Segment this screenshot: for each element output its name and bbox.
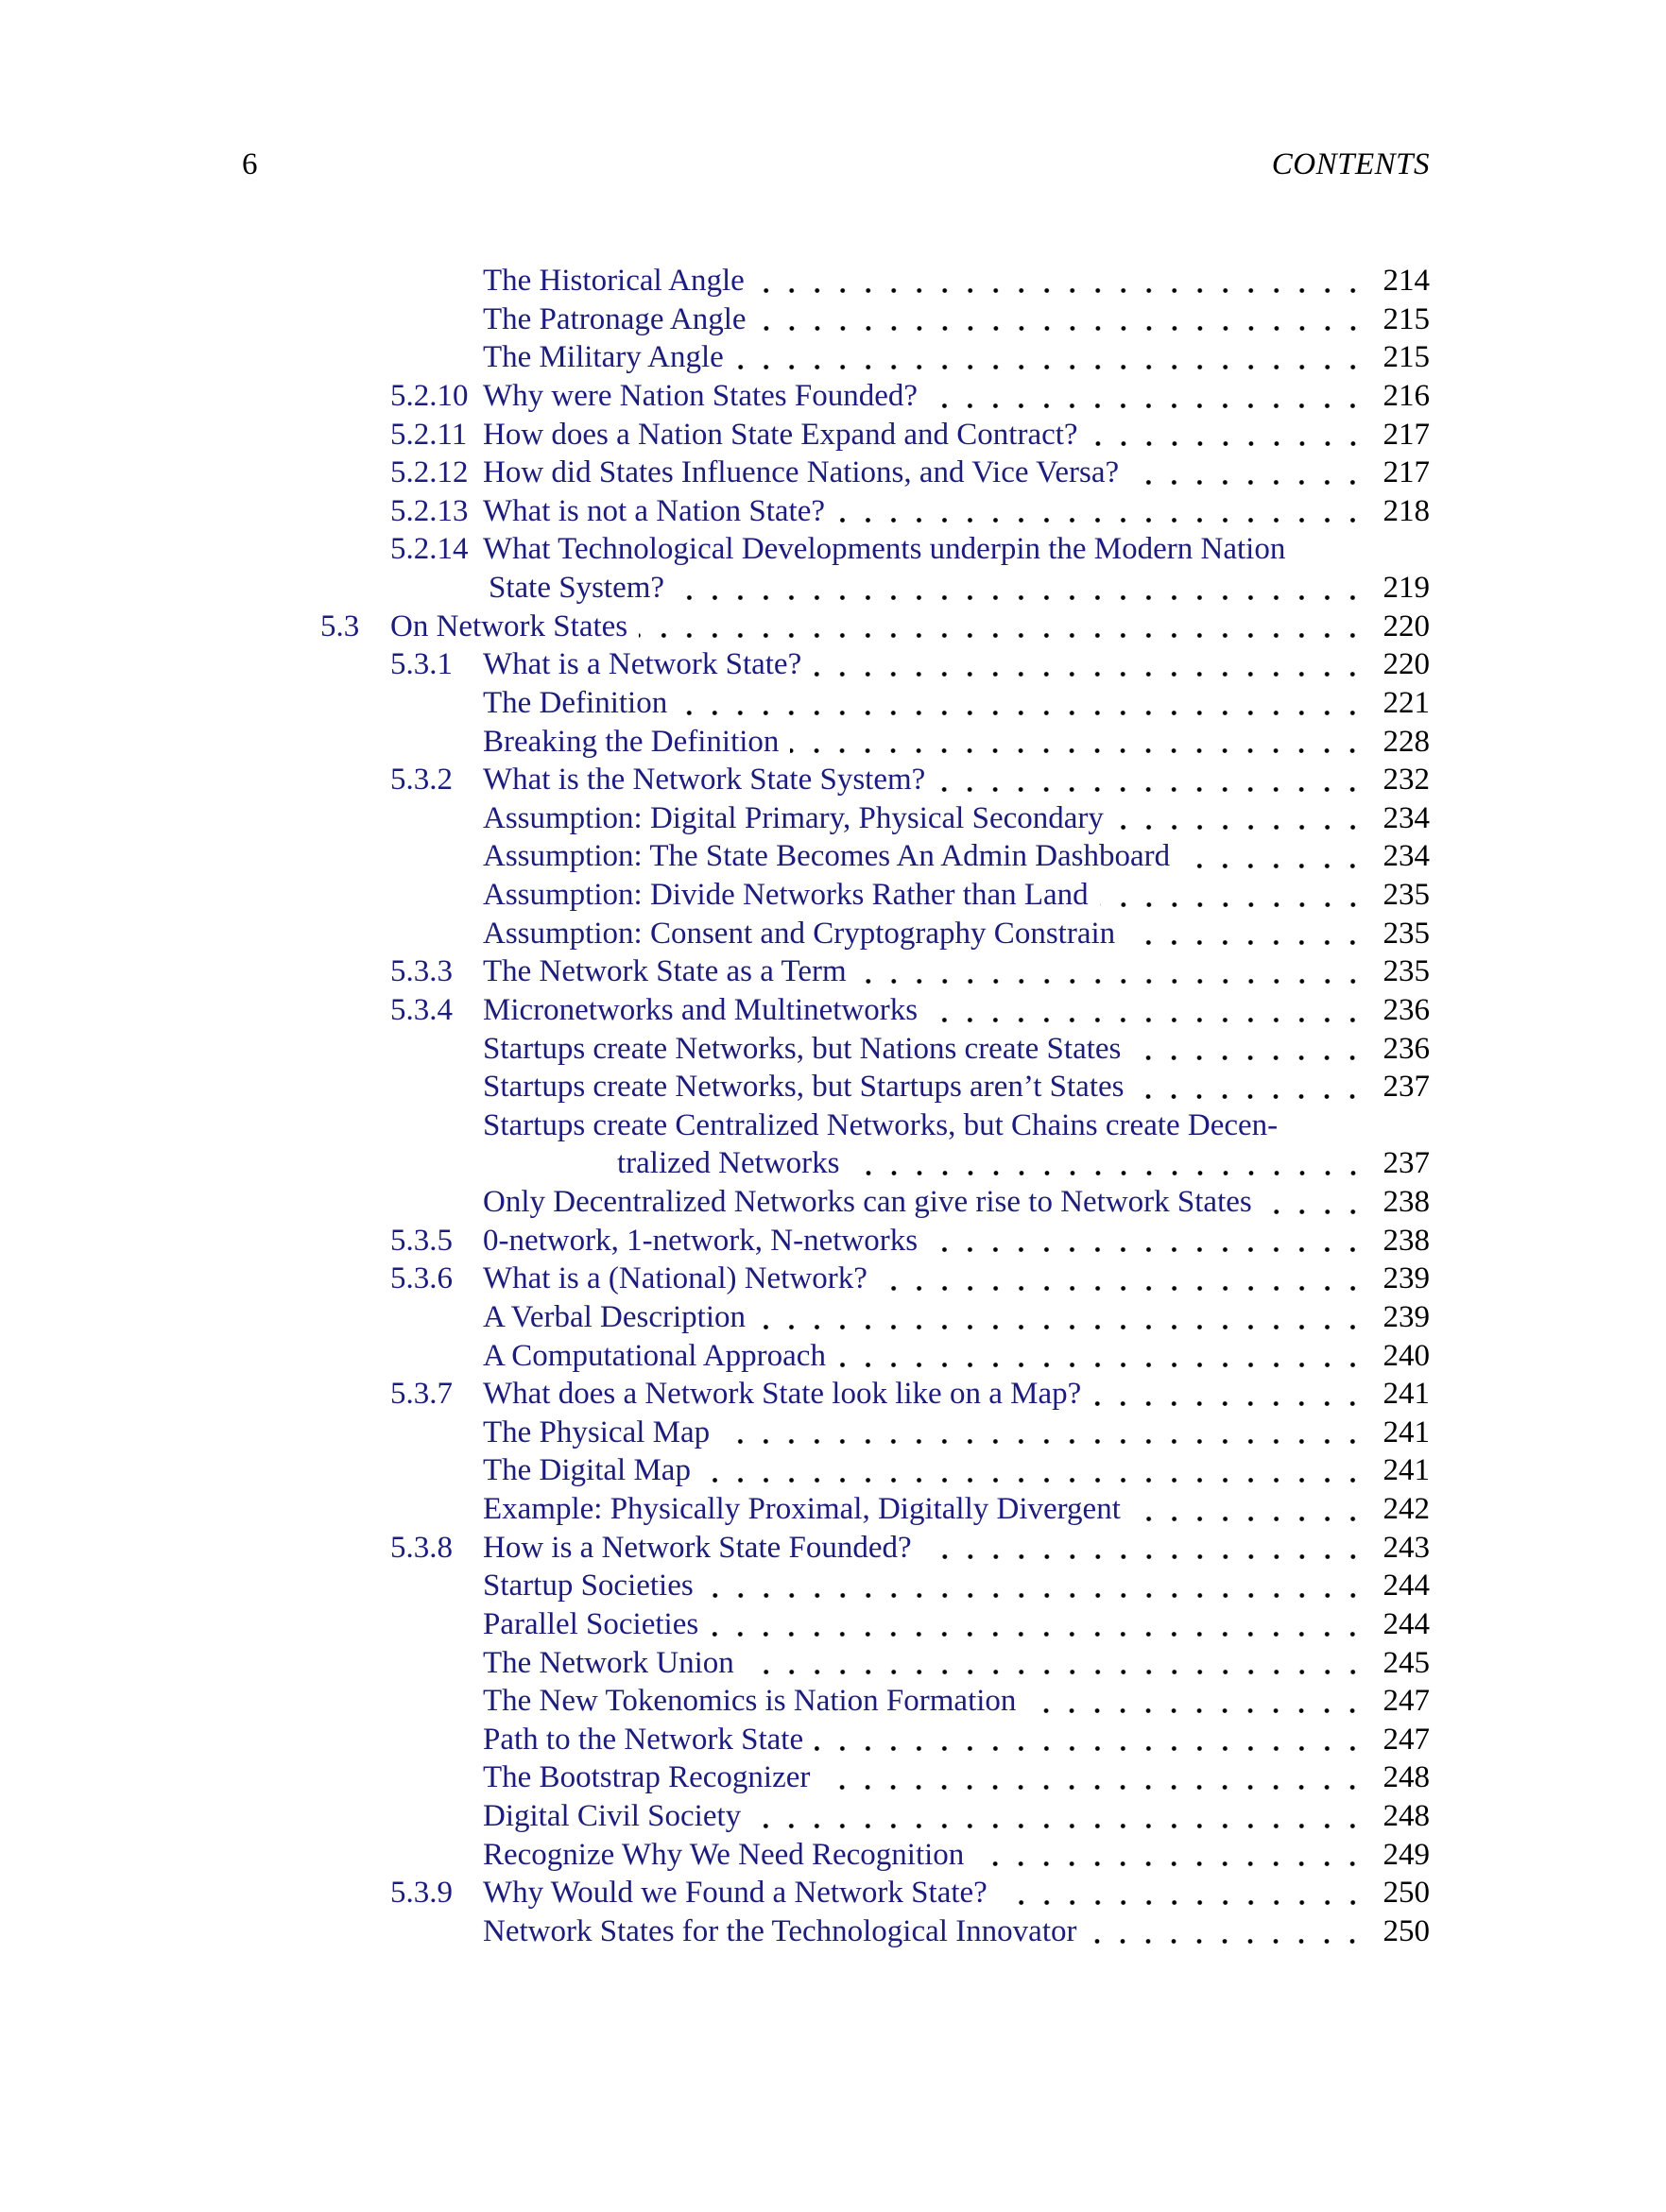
entry-page-number: 250 xyxy=(1383,1876,1430,1911)
entry-page-number: 235 xyxy=(1383,916,1430,951)
toc-entry[interactable] xyxy=(0,915,1430,953)
dot-leader xyxy=(813,672,1365,677)
entry-number[interactable]: 5.2.14 xyxy=(390,532,469,567)
entry-title[interactable]: Startup Societies xyxy=(483,1569,694,1603)
toc-entry[interactable] xyxy=(0,608,1430,646)
dot-leader xyxy=(923,1554,1365,1559)
dot-leader xyxy=(1130,480,1365,485)
dot-leader xyxy=(752,1824,1365,1828)
entry-title[interactable]: A Verbal Description xyxy=(483,1299,747,1334)
entry-title[interactable]: Assumption: Consent and Cryptography Constrain xyxy=(483,916,1116,951)
toc-entry[interactable] xyxy=(0,645,1430,684)
entry-title[interactable]: Digital Civil Society xyxy=(483,1799,742,1833)
entry-title[interactable]: On Network States xyxy=(390,609,628,643)
dot-leader xyxy=(1090,441,1365,446)
entry-title[interactable]: The Physical Map xyxy=(483,1415,711,1449)
dot-leader xyxy=(1088,1939,1365,1944)
toc-entry[interactable] xyxy=(0,1836,1430,1875)
entry-number[interactable]: 5.3.7 xyxy=(390,1377,453,1412)
entry-number[interactable]: 5.3.5 xyxy=(390,1223,453,1258)
toc-entry[interactable] xyxy=(0,1298,1430,1337)
entry-page-number: 215 xyxy=(1383,340,1430,375)
entry-title[interactable]: How did States Influence Nations, and Vice Versa? xyxy=(483,455,1120,490)
entry-title[interactable]: The Patronage Angle xyxy=(483,301,747,336)
entry-title[interactable]: What is a Network State? xyxy=(483,647,802,682)
toc-entry[interactable] xyxy=(0,300,1430,339)
entry-page-number: 236 xyxy=(1383,992,1430,1027)
dot-leader xyxy=(1092,1401,1365,1406)
toc-entry[interactable] xyxy=(0,1222,1430,1260)
entry-page-number: 238 xyxy=(1383,1185,1430,1219)
entry-page-number: 236 xyxy=(1383,1031,1430,1066)
toc-entry[interactable] xyxy=(0,1144,1430,1183)
dot-leader xyxy=(929,1247,1365,1252)
toc-entry[interactable] xyxy=(0,1721,1430,1759)
entry-page-number: 217 xyxy=(1383,455,1430,490)
entry-page-number: 237 xyxy=(1383,1146,1430,1181)
entry-title[interactable]: Startups create Centralized Networks, but Chains create Decen- xyxy=(483,1107,1279,1142)
entry-number[interactable]: 5.3.3 xyxy=(390,954,453,989)
toc-entry[interactable] xyxy=(0,1068,1430,1106)
dot-leader xyxy=(758,326,1365,331)
entry-page-number: 238 xyxy=(1383,1223,1430,1258)
entry-page-number: 241 xyxy=(1383,1453,1430,1488)
toc-entry[interactable] xyxy=(0,1030,1430,1069)
dot-leader xyxy=(858,979,1365,984)
entry-number[interactable]: 5.2.11 xyxy=(390,417,468,452)
dot-leader xyxy=(735,365,1365,369)
toc-entry[interactable] xyxy=(0,1912,1430,1951)
entry-title[interactable]: Assumption: Digital Primary, Physical Secondary xyxy=(483,800,1104,835)
dot-leader xyxy=(821,1785,1365,1790)
running-header xyxy=(242,145,1430,184)
toc-entry[interactable] xyxy=(0,1797,1430,1836)
toc-entry[interactable] xyxy=(0,952,1430,991)
entry-page-number: 249 xyxy=(1383,1837,1430,1872)
entry-page-number: 234 xyxy=(1383,839,1430,874)
entry-page-number: 217 xyxy=(1383,417,1430,452)
entry-page-number: 242 xyxy=(1383,1492,1430,1526)
dot-leader xyxy=(705,1593,1365,1598)
dot-leader xyxy=(929,1018,1365,1022)
toc-entry[interactable] xyxy=(0,1605,1430,1644)
toc-entry[interactable] xyxy=(0,454,1430,492)
entry-page-number: 234 xyxy=(1383,800,1430,835)
entry-page-number: 245 xyxy=(1383,1645,1430,1680)
dot-leader xyxy=(1132,1055,1365,1060)
toc-entry[interactable] xyxy=(0,1529,1430,1568)
entry-title[interactable]: Startups create Networks, but Startups aren’t States xyxy=(483,1070,1125,1105)
entry-number[interactable]: 5.3.9 xyxy=(390,1876,453,1911)
toc-entry[interactable] xyxy=(0,876,1430,915)
toc-entry[interactable] xyxy=(0,1414,1430,1452)
entry-page-number: 243 xyxy=(1383,1530,1430,1565)
entry-title[interactable]: State System? xyxy=(489,571,665,605)
dot-leader xyxy=(702,1478,1365,1483)
entry-title[interactable]: Network States for the Technological Innovator xyxy=(483,1913,1077,1948)
entry-title[interactable]: Only Decentralized Networks can give rise to Network States xyxy=(483,1185,1252,1219)
entry-number[interactable]: 5.3.6 xyxy=(390,1261,453,1296)
toc-entry[interactable] xyxy=(0,837,1430,876)
entry-page-number: 214 xyxy=(1383,264,1430,298)
entry-title[interactable]: The Military Angle xyxy=(483,340,724,375)
entry-title[interactable]: A Computational Approach xyxy=(483,1338,826,1373)
dot-leader xyxy=(746,1670,1365,1674)
toc-entry[interactable] xyxy=(0,684,1430,723)
entry-title[interactable]: The Network Union xyxy=(483,1645,734,1680)
dot-leader xyxy=(936,787,1365,792)
toc-entry[interactable] xyxy=(0,991,1430,1030)
entry-number[interactable]: 5.3.1 xyxy=(390,647,453,682)
entry-page-number: 219 xyxy=(1383,571,1430,605)
entry-title[interactable]: What is a (National) Network? xyxy=(483,1261,867,1296)
dot-leader xyxy=(678,711,1365,715)
entry-number[interactable]: 5.3 xyxy=(320,609,360,643)
entry-title[interactable]: Why were Nation States Founded? xyxy=(483,378,919,413)
entry-page-number: 232 xyxy=(1383,763,1430,797)
toc-entry[interactable] xyxy=(0,1874,1430,1912)
entry-title[interactable]: 0-network, 1-network, N-networks xyxy=(483,1223,919,1258)
entry-page-number: 216 xyxy=(1383,378,1430,413)
dot-leader xyxy=(975,1861,1365,1866)
entry-title[interactable]: Assumption: The State Becomes An Admin Dashboard xyxy=(483,839,1171,874)
entry-title[interactable]: Example: Physically Proximal, Digitally Divergent xyxy=(483,1492,1121,1526)
entry-title[interactable]: Startups create Networks, but Nations create States xyxy=(483,1031,1122,1066)
entry-title[interactable]: The New Tokenomics is Nation Formation xyxy=(483,1684,1017,1719)
entry-title[interactable]: Path to the Network State xyxy=(483,1722,804,1757)
entry-title[interactable]: Breaking the Definition xyxy=(483,724,780,759)
entry-page-number: 247 xyxy=(1383,1722,1430,1757)
dot-leader xyxy=(1132,1517,1365,1521)
toc-entry[interactable] xyxy=(0,377,1430,416)
dot-leader xyxy=(1135,1094,1365,1099)
entry-page-number: 239 xyxy=(1383,1299,1430,1334)
entry-title[interactable]: How does a Nation State Expand and Contract? xyxy=(483,417,1078,452)
entry-number[interactable]: 5.3.2 xyxy=(390,763,453,797)
entry-title[interactable]: Parallel Societies xyxy=(483,1606,699,1641)
entry-page-number: 215 xyxy=(1383,301,1430,336)
entry-title[interactable]: How is a Network State Founded? xyxy=(483,1530,912,1565)
entry-page-number: 248 xyxy=(1383,1799,1430,1833)
entry-title[interactable]: Why Would we Found a Network State? xyxy=(483,1876,988,1911)
entry-page-number: 235 xyxy=(1383,954,1430,989)
dot-leader xyxy=(756,288,1365,293)
dot-leader xyxy=(1027,1708,1365,1713)
dot-leader xyxy=(710,1632,1365,1637)
entry-title[interactable]: Recognize Why We Need Recognition xyxy=(483,1837,965,1872)
dot-leader xyxy=(999,1900,1365,1905)
entry-title[interactable]: What is not a Nation State? xyxy=(483,493,825,528)
toc-entry[interactable] xyxy=(0,1260,1430,1298)
dot-leader xyxy=(676,595,1365,600)
entry-title[interactable]: What is the Network State System? xyxy=(483,763,926,797)
entry-title[interactable]: The Definition xyxy=(483,685,668,720)
toc-entry[interactable] xyxy=(0,1644,1430,1683)
toc-entry[interactable] xyxy=(0,492,1430,531)
entry-title[interactable]: The Historical Angle xyxy=(483,264,745,298)
dot-leader xyxy=(837,1363,1365,1367)
toc-entry[interactable] xyxy=(0,338,1430,377)
toc-entry[interactable] xyxy=(0,799,1430,838)
dot-leader xyxy=(1181,864,1365,868)
dot-leader xyxy=(1263,1209,1365,1214)
entry-title[interactable]: What Technological Developments underpin the Modern Nation xyxy=(483,532,1286,567)
toc-entry[interactable] xyxy=(0,1758,1430,1797)
running-header-title: CONTENTS xyxy=(1271,147,1430,181)
toc-entry[interactable] xyxy=(0,1375,1430,1414)
entry-title[interactable]: The Bootstrap Recognizer xyxy=(483,1760,811,1795)
entry-page-number: 235 xyxy=(1383,878,1430,912)
entry-title[interactable]: Micronetworks and Multinetworks xyxy=(483,992,919,1027)
toc-entry[interactable] xyxy=(0,1490,1430,1529)
entry-page-number: 240 xyxy=(1383,1338,1430,1373)
toc-entry[interactable] xyxy=(0,1183,1430,1222)
entry-page-number: 239 xyxy=(1383,1261,1430,1296)
dot-leader xyxy=(721,1439,1365,1444)
entry-page-number: 237 xyxy=(1383,1070,1430,1105)
entry-page-number: 247 xyxy=(1383,1684,1430,1719)
entry-page-number: 220 xyxy=(1383,647,1430,682)
toc-entry[interactable] xyxy=(0,1106,1430,1145)
toc-entry[interactable] xyxy=(0,1337,1430,1376)
toc-entry[interactable] xyxy=(0,1451,1430,1490)
entry-number[interactable]: 5.3.8 xyxy=(390,1530,453,1565)
entry-title[interactable]: Assumption: Divide Networks Rather than Land xyxy=(483,878,1089,912)
dot-leader xyxy=(851,1171,1366,1175)
entry-page-number: 241 xyxy=(1383,1415,1430,1449)
entry-title[interactable]: tralized Networks xyxy=(617,1146,840,1181)
toc-entry[interactable] xyxy=(0,761,1430,799)
toc-entry[interactable] xyxy=(0,569,1430,608)
entry-page-number: 248 xyxy=(1383,1760,1430,1795)
entry-page-number: 218 xyxy=(1383,493,1430,528)
entry-title[interactable]: The Network State as a Term xyxy=(483,954,847,989)
dot-leader xyxy=(639,633,1365,638)
dot-leader xyxy=(757,1325,1365,1329)
toc-entry[interactable] xyxy=(0,530,1430,569)
dot-leader xyxy=(879,1286,1365,1291)
entry-number[interactable]: 5.3.4 xyxy=(390,992,453,1027)
entry-page-number: 241 xyxy=(1383,1377,1430,1412)
entry-page-number: 221 xyxy=(1383,685,1430,720)
dot-leader xyxy=(790,748,1365,753)
toc-entry[interactable] xyxy=(0,1567,1430,1605)
entry-page-number: 220 xyxy=(1383,609,1430,643)
dot-leader xyxy=(1100,902,1365,907)
entry-number[interactable]: 5.2.13 xyxy=(390,493,469,528)
toc-entry[interactable] xyxy=(0,723,1430,762)
toc-entry[interactable] xyxy=(0,416,1430,454)
entry-title[interactable]: The Digital Map xyxy=(483,1453,691,1488)
dot-leader xyxy=(1126,940,1365,945)
dot-leader xyxy=(815,1746,1365,1751)
entry-number[interactable]: 5.2.12 xyxy=(390,455,469,490)
dot-leader xyxy=(836,518,1365,523)
toc-entry[interactable] xyxy=(0,262,1430,300)
entry-page-number: 244 xyxy=(1383,1606,1430,1641)
toc-entry[interactable] xyxy=(0,1682,1430,1721)
entry-page-number: 228 xyxy=(1383,724,1430,759)
entry-page-number: 250 xyxy=(1383,1913,1430,1948)
dot-leader xyxy=(1115,825,1365,830)
dot-leader xyxy=(929,403,1365,408)
table-of-contents xyxy=(0,262,1430,1951)
entry-title[interactable]: What does a Network State look like on a Map? xyxy=(483,1377,1082,1412)
entry-number[interactable]: 5.2.10 xyxy=(390,378,469,413)
folio-page-number: 6 xyxy=(242,147,258,181)
entry-page-number: 244 xyxy=(1383,1569,1430,1603)
